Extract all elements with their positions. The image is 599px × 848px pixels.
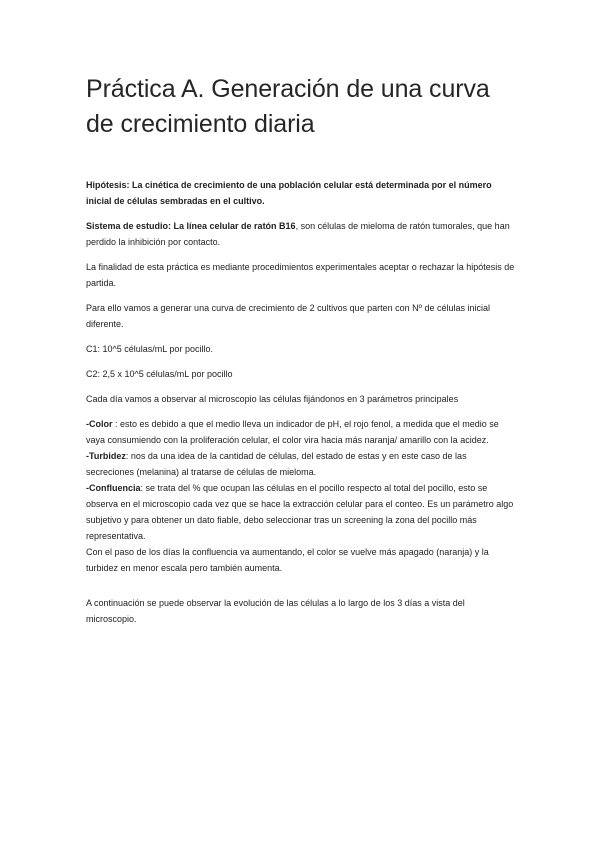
hypothesis-label: Hipótesis:: [86, 180, 130, 190]
color-label: -Color: [86, 419, 113, 429]
purpose-paragraph: La finalidad de esta práctica es mediante procedimientos experimentales aceptar o rechazar la hipótesis de partida.: [86, 262, 515, 288]
color-paragraph: [86, 416, 516, 448]
turbidez-label: -Turbidez: [86, 451, 126, 461]
turbidez-text: : nos da una idea de la cantidad de células, del estado de estas y en este caso de las secreciones (melanina) al tratarse de células de mieloma.: [86, 451, 467, 477]
hypothesis-paragraph: [86, 177, 516, 209]
study-system-label: Sistema de estudio: La línea celular de ratón B16: [86, 221, 296, 231]
document-content: [86, 72, 516, 636]
color-text: : esto es debido a que el medio lleva un indicador de pH, el rojo fenol, a medida que el medio se vaya consumiendo con la proliferación celular, el color vira hacia más naranja/ amarillo con la acidez.: [86, 419, 499, 445]
culture-c1: C1: 10^5 células/mL por pocillo.: [86, 344, 213, 354]
hypothesis-text: La cinética de crecimiento de una población celular está determinada por el número inicial de células sembradas en el cultivo.: [86, 180, 492, 206]
days-note-paragraph: Con el paso de los días la confluencia va aumentando, el color se vuelve más apagado (naranja) y la turbidez en menor escala pero también aumenta.: [86, 547, 489, 573]
study-system-text: , son células de mieloma de ratón tumorales, que han perdido la inhibición por contacto.: [86, 221, 510, 247]
intro-paragraph: Para ello vamos a generar una curva de crecimiento de 2 cultivos que parten con Nº de células inicial diferente.: [86, 303, 491, 329]
observe-paragraph: Cada día vamos a observar al microscopio las células fijándonos en 3 parámetros principales: [86, 394, 459, 404]
culture-c2: C2: 2,5 x 10^5 células/mL por pocillo: [86, 369, 233, 379]
confluencia-text: : se trata del % que ocupan las células en el pocillo respecto al total del pocillo, esto se observa en el microscopio cada vez que se hace la extracción celular para el conteo. Es un parámetro algo subjetivo y para obtener un dato fiable, debo seleccionar tras un screening la zona del pocillo más representativa.: [86, 483, 514, 541]
paragraph-spacer: [86, 585, 516, 595]
confluencia-label: -Confluencia: [86, 483, 141, 493]
page-title: Práctica A. Generación de una curva de crecimiento diaria: [86, 75, 490, 138]
confluencia-paragraph: [86, 480, 516, 544]
document-body: [86, 177, 516, 627]
turbidez-paragraph: [86, 448, 516, 480]
study-system-paragraph: [86, 218, 516, 250]
conclusion-paragraph: A continuación se puede observar la evolución de las células a lo largo de los 3 días a vista del microscopio.: [86, 598, 465, 624]
